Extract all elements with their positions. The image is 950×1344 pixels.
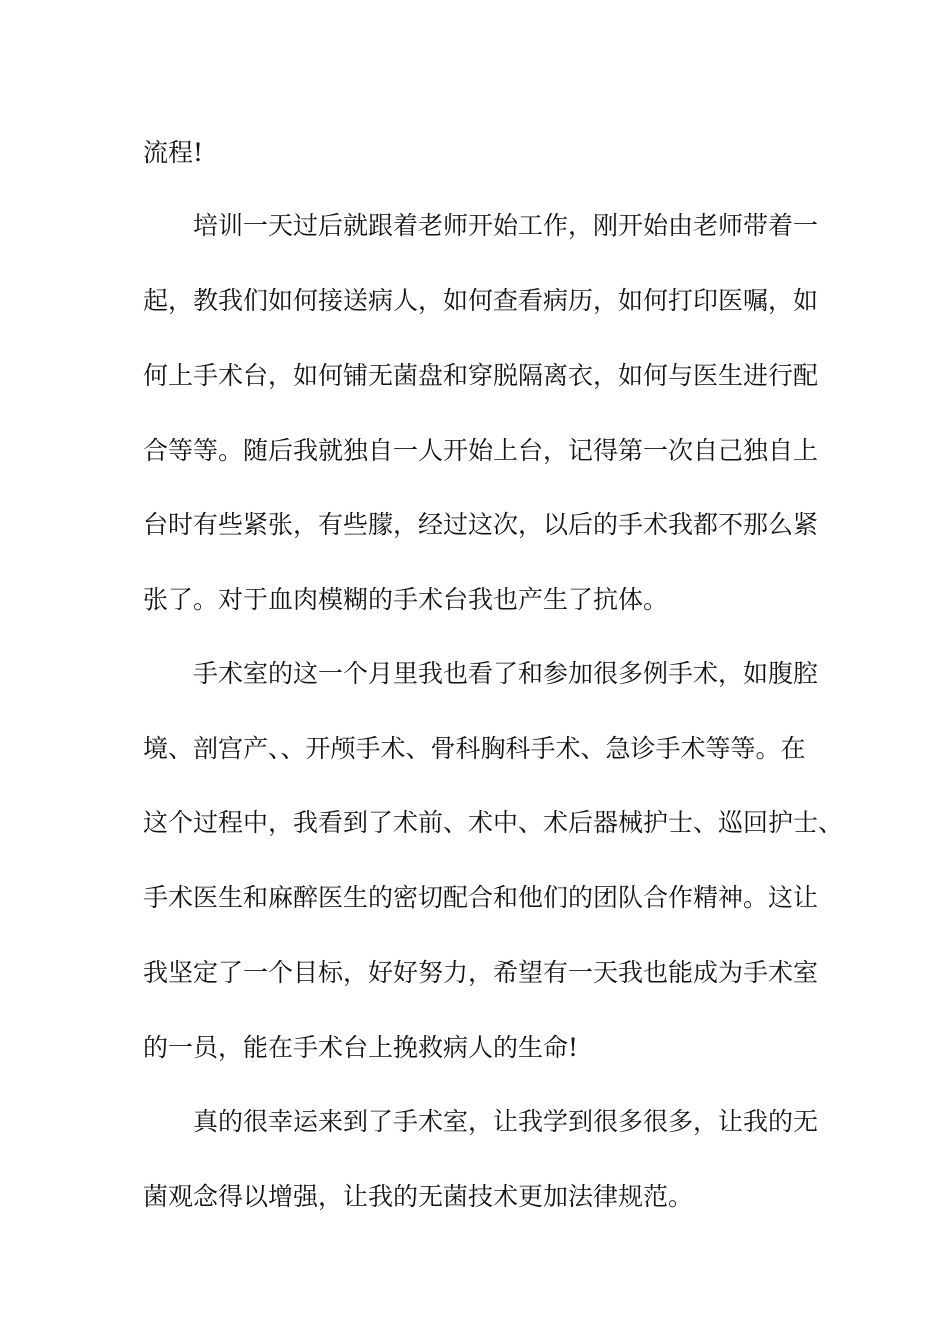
paragraph-line: 手术室的这一个月里我也看了和参加很多例手术，如腹腔 [193, 659, 819, 688]
paragraph-line: 境、剖宫产、、开颅手术、骨科胸科手术、急诊手术等等。在 [143, 734, 806, 763]
paragraph-line: 合等等。随后我就独自一人开始上台，记得第一次自己独自上 [143, 436, 819, 465]
paragraph-line: 的一员，能在手术台上挽救病人的生命! [143, 1033, 579, 1062]
paragraph-line: 菌观念得以增强，让我的无菌技术更加法律规范。 [143, 1182, 694, 1211]
paragraph-line: 台时有些紧张，有些朦，经过这次，以后的手术我都不那么紧 [143, 510, 819, 539]
paragraph-line: 起，教我们如何接送病人，如何查看病历，如何打印医嘱，如 [143, 286, 819, 315]
paragraph-line: 流程! [143, 138, 204, 167]
paragraph-line: 我坚定了一个目标，好好努力，希望有一天我也能成为手术室 [143, 958, 819, 987]
paragraph-line: 何上手术台，如何铺无菌盘和穿脱隔离衣，如何与医生进行配 [143, 361, 819, 390]
paragraph-line: 真的很幸运来到了手术室，让我学到很多很多，让我的无 [193, 1107, 819, 1136]
paragraph-line: 手术医生和麻醉医生的密切配合和他们的团队合作精神。这让 [143, 883, 819, 912]
paragraph-line: 这个过程中，我看到了术前、术中、术后器械护士、巡回护士、 [143, 808, 844, 837]
paragraph-line: 张了。对于血肉模糊的手术台我也产生了抗体。 [143, 585, 669, 614]
paragraph-line: 培训一天过后就跟着老师开始工作，刚开始由老师带着一 [193, 211, 819, 240]
